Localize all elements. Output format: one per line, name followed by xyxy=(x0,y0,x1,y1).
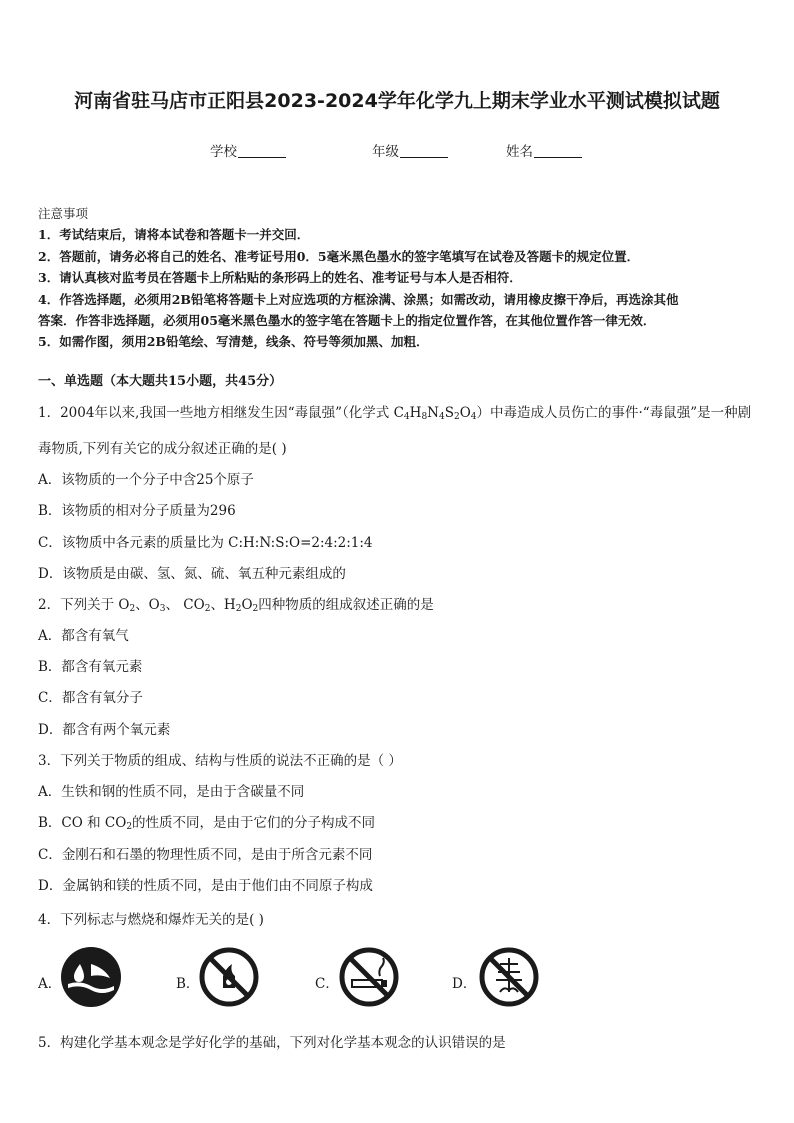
grade-label: 年级 xyxy=(372,144,399,160)
question-1-option-c[interactable]: C．该物质中各元素的质量比为 C:H:N:S:O=2:4:2:1:4 xyxy=(38,535,373,551)
question-1-stem: 1．2004年以来,我国一些地方相继发生因“毒鼠强”（化学式 $C_4H_8N_4S_2O_4$）中毒造成人员伤亡的事件·“毒鼠强”是一种剧 xyxy=(38,405,752,422)
school-field[interactable] xyxy=(210,140,286,160)
question-1-option-d[interactable]: D．该物质是由碳、氢、氮、硫、氧五种元素组成的 xyxy=(38,566,346,582)
question-3-option-c[interactable]: C．金刚石和石墨的物理性质不同，是由于所含元素不同 xyxy=(38,847,373,863)
question-3-option-a[interactable]: A．生铁和钢的性质不同，是由于含碳量不同 xyxy=(38,784,305,800)
question-4-option-d-label[interactable]: D． xyxy=(452,976,477,992)
no-smoking-sign-icon xyxy=(338,946,400,1008)
notice-item: 5．如需作图，须用2B铅笔绘、写清楚，线条、符号等须加黑、加粗． xyxy=(38,334,429,349)
question-1-option-b[interactable]: B．该物质的相对分子质量为296 xyxy=(38,503,236,519)
name-field[interactable] xyxy=(506,140,582,160)
question-3-option-b[interactable]: B．CO 和 $CO_2$的性质不同，是由于它们的分子构成不同 xyxy=(38,815,376,832)
water-drop-sign-icon xyxy=(60,946,122,1008)
name-blank[interactable] xyxy=(534,143,582,158)
question-4-option-b-label[interactable]: B． xyxy=(176,976,200,992)
question-2-option-a[interactable]: A．都含有氧气 xyxy=(38,628,129,644)
school-label: 学校 xyxy=(210,144,237,160)
grade-blank[interactable] xyxy=(400,143,448,158)
question-3-option-d[interactable]: D．金属钠和镁的性质不同，是由于他们由不同原子构成 xyxy=(38,878,373,894)
question-4-option-a-label[interactable]: A． xyxy=(38,976,62,992)
notice-item: 答案．作答非选择题，必须用05毫米黑色墨水的签字笔在答题卡上的指定位置作答，在其他位置作答一律无效． xyxy=(38,313,656,328)
notice-item: 4．作答选择题，必须用2B铅笔将答题卡上对应选项的方框涂满、涂黑；如需改动，请用橡皮擦干净后，再选涂其他 xyxy=(38,292,679,307)
question-5-stem: 5．构建化学基本观念是学好化学的基础，下列对化学基本观念的认识错误的是 xyxy=(38,1035,506,1051)
question-4-stem: 4．下列标志与燃烧和爆炸无关的是( ) xyxy=(38,912,264,928)
notice-item: 3．请认真核对监考员在答题卡上所粘贴的条形码上的姓名、准考证号与本人是否相符． xyxy=(38,270,522,285)
notice-item: 2．答题前，请务必将自己的姓名、准考证号用0．5毫米黑色墨水的签字笔填写在试卷及答题卡的规定位置． xyxy=(38,249,640,264)
no-fireworks-sign-icon xyxy=(198,946,260,1008)
question-1-stem-cont: 毒物质,下列有关它的成分叙述正确的是( ) xyxy=(38,441,287,457)
name-label: 姓名 xyxy=(506,144,533,160)
page-title: 河南省驻马店市正阳县2023-2024学年化学九上期末学业水平测试模拟试题 xyxy=(74,90,720,112)
question-4-options xyxy=(0,946,794,1016)
school-blank[interactable] xyxy=(238,143,286,158)
question-2-option-c[interactable]: C．都含有氧分子 xyxy=(38,690,143,706)
question-1-option-a[interactable]: A．该物质的一个分子中含25个原子 xyxy=(38,472,254,488)
question-2-option-d[interactable]: D．都含有两个氧元素 xyxy=(38,722,171,738)
section-heading: 一、单选题（本大题共15小题，共45分） xyxy=(38,374,283,389)
notice-heading: 注意事项 xyxy=(38,206,89,221)
question-3-stem: 3．下列关于物质的组成、结构与性质的说法不正确的是（ ） xyxy=(38,753,402,769)
notice-item: 1．考试结束后，请将本试卷和答题卡一并交回． xyxy=(38,227,310,242)
grade-field[interactable] xyxy=(372,140,448,160)
question-2-option-b[interactable]: B．都含有氧元素 xyxy=(38,659,143,675)
question-2-stem: 2．下列关于 $O_2$、$O_3$、 $CO_2$、$H_2O_2$四种物质的组成叙述正确的是 xyxy=(38,597,434,614)
question-4-option-c-label[interactable]: C． xyxy=(315,976,339,992)
no-burning-sign-icon xyxy=(478,946,540,1008)
